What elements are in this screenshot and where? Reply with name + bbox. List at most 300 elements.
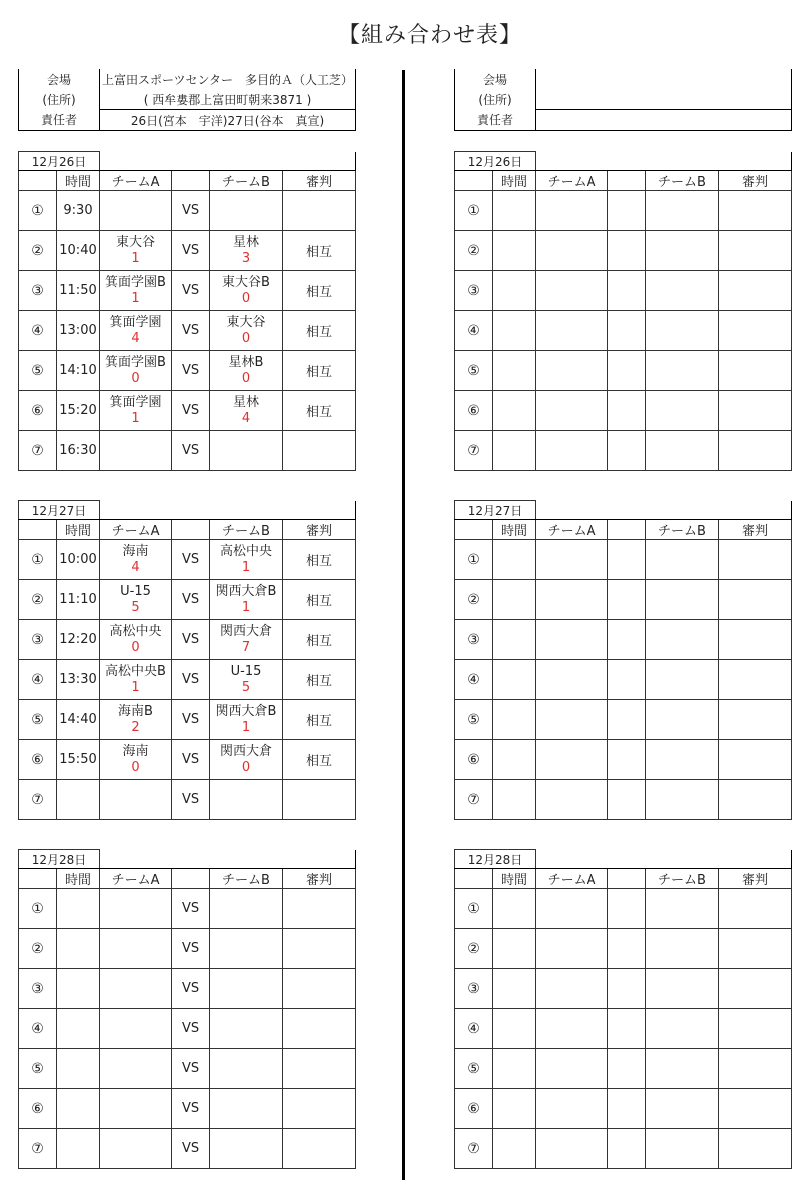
team-a-cell [100,929,172,969]
team-b-score: 1 [241,719,251,735]
header-team-a: チームA [100,869,172,889]
team-a-name: 海南B [118,703,153,719]
vs-label [608,1129,646,1169]
header-vs [172,171,210,191]
manager-value: 26日(宮本 宇洋)27日(谷本 真宣) [100,110,356,131]
header-team-b: チームB [646,520,719,540]
table-header [19,520,356,540]
referee [719,311,792,351]
team-a-cell [100,391,172,431]
table-row [455,580,792,620]
match-time [493,580,536,620]
table-header [455,520,792,540]
referee [719,351,792,391]
team-b-cell [646,391,719,431]
team-b-cell [646,620,719,660]
team-b-cell [646,311,719,351]
team-b-score: 4 [241,410,251,426]
match-number: ① [19,540,57,580]
table-row [455,231,792,271]
team-a-cell [536,929,608,969]
match-number: ⑤ [455,351,493,391]
vs-label: VS [172,700,210,740]
right-venue-info-table [454,69,792,131]
match-time [493,271,536,311]
team-a-cell [536,1089,608,1129]
team-b-name: 関西大倉B [215,703,277,719]
table-row [19,740,356,780]
match-time [57,780,100,820]
vs-label: VS [172,969,210,1009]
team-b-name: 高松中央 [220,543,273,559]
team-a-cell [100,740,172,780]
table-row [19,1009,356,1049]
match-number: ⑦ [455,1129,493,1169]
team-b-cell [646,580,719,620]
referee [283,1009,356,1049]
team-b-cell [210,191,283,231]
header-time: 時間 [493,520,536,540]
date-row [455,850,792,869]
team-a-cell [536,391,608,431]
table-row [19,660,356,700]
header-time: 時間 [57,520,100,540]
header-time: 時間 [493,869,536,889]
team-a-cell [536,540,608,580]
match-number: ⑥ [455,391,493,431]
team-a-name: 高松中央B [105,663,166,679]
team-a-cell [100,1009,172,1049]
vs-label: VS [172,431,210,471]
header-team-a: チームA [100,171,172,191]
vs-label [608,620,646,660]
match-number: ③ [19,620,57,660]
vs-label: VS [172,740,210,780]
team-b-score: 0 [241,290,251,306]
match-number: ⑤ [455,1049,493,1089]
match-time [493,929,536,969]
table-row [455,1009,792,1049]
team-a-cell [536,620,608,660]
team-b-cell [210,271,283,311]
match-number: ⑦ [19,780,57,820]
team-b-cell [646,969,719,1009]
match-time [493,740,536,780]
team-a-cell [100,969,172,1009]
vs-label [608,580,646,620]
team-b-cell [210,1009,283,1049]
header-time: 時間 [493,171,536,191]
info-row-manager [455,110,792,131]
match-date: 12月26日 [19,152,100,171]
match-date: 12月27日 [19,501,100,520]
match-number: ⑥ [19,740,57,780]
team-a-cell [100,540,172,580]
table-header [19,171,356,191]
match-time [57,889,100,929]
referee [283,1049,356,1089]
team-b-name: 関西大倉B [215,583,277,599]
match-time: 11:10 [57,580,100,620]
vs-label [608,1089,646,1129]
referee [719,271,792,311]
referee [719,231,792,271]
table-row [455,620,792,660]
vs-label [608,1049,646,1089]
table-row [455,1089,792,1129]
team-a-cell [536,311,608,351]
match-number: ④ [455,660,493,700]
venue-value [536,69,792,89]
table-row [19,231,356,271]
team-a-score: 4 [131,559,140,575]
header-referee: 審判 [283,171,356,191]
match-time [493,969,536,1009]
vs-label [608,231,646,271]
vs-label [608,1009,646,1049]
match-number: ⑥ [19,391,57,431]
vs-label [608,191,646,231]
table-row [455,271,792,311]
team-b-cell [210,969,283,1009]
table-row [455,1049,792,1089]
header-team-b: チームB [210,869,283,889]
team-b-cell [210,580,283,620]
date-row [455,152,792,171]
referee: 相互 [283,660,356,700]
team-a-score: 1 [131,290,140,306]
referee [283,889,356,929]
table-header [455,171,792,191]
info-row-address [455,89,792,110]
table-row [19,969,356,1009]
referee: 相互 [283,700,356,740]
date-row-blank [100,152,356,171]
table-row [455,660,792,700]
table-row [455,740,792,780]
team-a-cell [536,271,608,311]
referee [719,1009,792,1049]
table-row [455,889,792,929]
referee [283,431,356,471]
vs-label [608,391,646,431]
match-date: 12月27日 [455,501,536,520]
match-date: 12月28日 [455,850,536,869]
team-a-score: 4 [131,330,140,346]
header-vs [608,171,646,191]
team-b-cell [646,431,719,471]
match-time [493,540,536,580]
team-a-name: U-15 [120,583,151,599]
match-number: ⑦ [19,431,57,471]
team-a-cell [100,351,172,391]
header-referee: 審判 [283,520,356,540]
address-value: ( 西牟婁郡上富田町朝来3871 ) [100,89,356,110]
team-a-cell [100,700,172,740]
match-time: 10:00 [57,540,100,580]
date-row-blank [536,850,792,869]
match-time [493,889,536,929]
date-row-blank [100,501,356,520]
vs-label: VS [172,780,210,820]
match-number: ⑦ [19,1129,57,1169]
team-a-cell [100,231,172,271]
header-time: 時間 [57,869,100,889]
match-number: ① [455,540,493,580]
match-number: ⑤ [19,1049,57,1089]
match-time [493,351,536,391]
team-a-name: 海南 [122,543,149,559]
vs-label: VS [172,889,210,929]
team-a-cell [536,1129,608,1169]
team-a-cell [536,889,608,929]
team-b-cell [210,1089,283,1129]
match-time [493,1089,536,1129]
referee [719,391,792,431]
team-a-cell [536,580,608,620]
team-a-cell [536,780,608,820]
table-row [455,351,792,391]
match-time [57,1009,100,1049]
vs-label: VS [172,231,210,271]
header-vs [172,520,210,540]
team-a-name: 箕面学園B [105,354,166,370]
match-time [493,311,536,351]
team-b-cell [210,620,283,660]
match-time [493,660,536,700]
right-schedule-table [454,500,792,820]
table-row [19,1089,356,1129]
referee [719,580,792,620]
table-row [455,929,792,969]
header-referee: 審判 [719,171,792,191]
table-row [19,580,356,620]
match-time: 9:30 [57,191,100,231]
team-b-name: 星林 [233,394,260,410]
match-time: 10:40 [57,231,100,271]
team-b-cell [646,1009,719,1049]
venue-value: 上富田スポーツセンター 多目的Ａ（人工芝） [100,69,356,89]
match-time [493,1009,536,1049]
table-row [19,1129,356,1169]
match-number: ② [455,929,493,969]
match-number: ⑥ [455,740,493,780]
team-b-cell [646,660,719,700]
team-b-cell [646,1049,719,1089]
header-vs [172,869,210,889]
team-b-cell [210,740,283,780]
right-schedule-table [454,151,792,471]
team-b-cell [210,1129,283,1169]
match-number: ④ [455,1009,493,1049]
team-b-cell [646,1129,719,1169]
page-title: 【組み合わせ表】 [337,23,522,48]
team-a-cell [100,431,172,471]
date-row [19,501,356,520]
team-b-cell [210,1049,283,1089]
team-b-name: 関西大倉 [220,743,273,759]
table-row [455,780,792,820]
vs-label [608,780,646,820]
referee [283,969,356,1009]
info-row-venue [455,69,792,89]
info-row-venue [19,69,356,89]
vs-label [608,889,646,929]
match-date: 12月26日 [455,152,536,171]
address-label: (住所) [19,89,100,110]
match-number: ⑦ [455,431,493,471]
manager-label: 責任者 [455,110,536,131]
match-number: ④ [19,311,57,351]
table-row [455,431,792,471]
team-b-score: 3 [241,250,251,266]
referee: 相互 [283,351,356,391]
referee [283,191,356,231]
date-row [455,501,792,520]
match-number: ⑥ [19,1089,57,1129]
info-row-manager [19,110,356,131]
team-b-cell [210,231,283,271]
table-row [455,700,792,740]
header-referee: 審判 [283,869,356,889]
match-time: 14:40 [57,700,100,740]
table-row [455,311,792,351]
team-b-name: 星林B [228,354,264,370]
date-row-blank [536,501,792,520]
match-time [493,700,536,740]
venue-label: 会場 [455,69,536,89]
referee [719,540,792,580]
team-b-name: 東大谷 [226,314,266,330]
referee: 相互 [283,271,356,311]
table-row [455,1129,792,1169]
team-a-cell [100,271,172,311]
header-no [19,520,57,540]
info-row-address [19,89,356,110]
team-b-score: 1 [241,559,251,575]
vs-label [608,700,646,740]
team-a-cell [536,660,608,700]
header-referee: 審判 [719,520,792,540]
table-row [19,929,356,969]
match-time [493,1129,536,1169]
match-number: ⑤ [19,351,57,391]
match-time [493,431,536,471]
match-number: ② [19,580,57,620]
header-team-b: チームB [646,171,719,191]
team-a-cell [100,889,172,929]
referee [719,700,792,740]
vs-label: VS [172,1009,210,1049]
venue-label: 会場 [19,69,100,89]
team-b-cell [646,271,719,311]
vs-label: VS [172,271,210,311]
team-b-cell [210,889,283,929]
match-time [57,1129,100,1169]
team-a-cell [536,191,608,231]
team-b-score: 7 [241,639,251,655]
team-a-cell [100,1049,172,1089]
team-a-cell [100,620,172,660]
header-team-b: チームB [210,520,283,540]
table-header [19,869,356,889]
header-no [455,171,493,191]
table-row [19,391,356,431]
match-time [493,620,536,660]
table-row [19,311,356,351]
vs-label: VS [172,620,210,660]
match-number: ③ [455,271,493,311]
team-a-name: 箕面学園B [105,274,166,290]
referee [719,740,792,780]
team-a-cell [100,780,172,820]
team-b-cell [210,391,283,431]
vs-label [608,311,646,351]
manager-value [536,110,792,131]
vs-label: VS [172,1129,210,1169]
match-time: 13:30 [57,660,100,700]
match-time [57,929,100,969]
header-time: 時間 [57,171,100,191]
team-b-score: 5 [241,679,251,695]
date-row [19,850,356,869]
team-a-cell [100,580,172,620]
match-number: ① [455,191,493,231]
team-a-score: 1 [131,250,140,266]
vs-label [608,351,646,391]
table-row [19,780,356,820]
header-team-b: チームB [210,171,283,191]
team-a-cell [100,191,172,231]
match-number: ② [19,231,57,271]
team-a-cell [536,740,608,780]
team-a-score: 1 [131,679,140,695]
team-b-name: U-15 [230,663,262,679]
table-row [19,351,356,391]
match-time [493,231,536,271]
match-number: ④ [19,1009,57,1049]
team-a-cell [536,431,608,471]
header-team-a: チームA [536,520,608,540]
table-row [455,969,792,1009]
table-row [455,191,792,231]
referee [283,1089,356,1129]
vs-label: VS [172,1049,210,1089]
match-time [493,191,536,231]
team-a-name: 箕面学園 [109,314,162,330]
team-a-name: 箕面学園 [109,394,162,410]
match-number: ③ [19,271,57,311]
match-number: ② [455,580,493,620]
team-a-cell [536,231,608,271]
manager-label: 責任者 [19,110,100,131]
match-time [493,780,536,820]
vs-label: VS [172,929,210,969]
match-time [57,969,100,1009]
team-b-cell [646,351,719,391]
referee [283,780,356,820]
match-time: 15:20 [57,391,100,431]
team-a-cell [100,660,172,700]
table-row [19,191,356,231]
left-schedule-table [18,500,356,820]
vs-label: VS [172,351,210,391]
address-value [536,89,792,110]
table-row [19,700,356,740]
table-row [19,1049,356,1089]
referee [719,929,792,969]
team-b-cell [210,780,283,820]
